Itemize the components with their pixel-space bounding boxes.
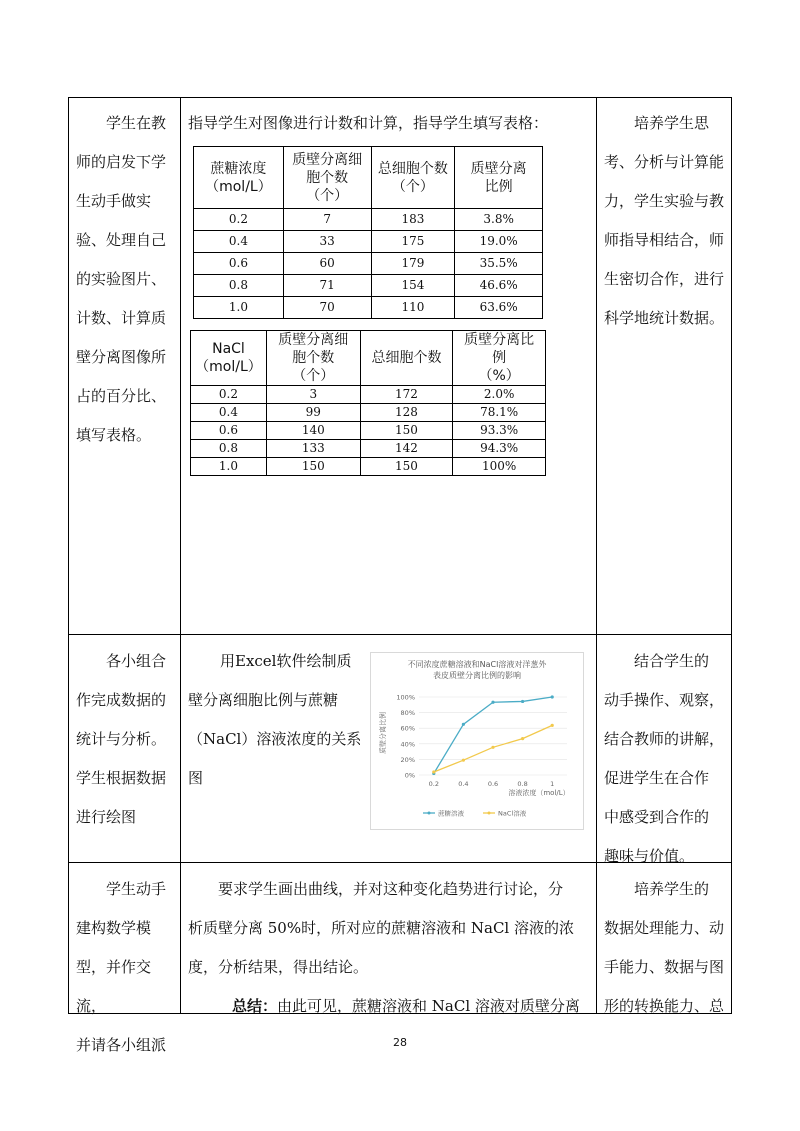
table-cell: 19.0% (455, 231, 543, 253)
table-cell: 94.3% (453, 440, 546, 458)
nacl-data-table (190, 330, 546, 476)
chart-data-point (521, 737, 524, 740)
table-row (191, 422, 546, 440)
table-cell: 140 (266, 422, 360, 440)
table-header-cell: 总细胞个数 (360, 331, 453, 386)
row3-student-activity: 学生动手 建构数学模 型，并作交流， 并请各小组派 (76, 880, 167, 1054)
chart-data-point (462, 723, 465, 726)
table-row (191, 458, 546, 476)
row2-student-activity: 各小组合 作完成数据的 统计与分析。 学生根据数据 进行绘图 (76, 652, 167, 826)
row1-student-activity: 学生在教 师的启发下学 生动手做实 验、处理自己 的实验图片、 计数、计算质 壁分离图像所 占的百分比、 填写表格。 (76, 114, 167, 444)
table-header-cell: 质壁分离 比例 (455, 147, 543, 209)
table-cell: 7 (283, 209, 371, 231)
chart-x-tick-label: 0.8 (517, 780, 528, 788)
table-cell: 0.4 (194, 231, 284, 253)
table-cell: 154 (371, 275, 455, 297)
table-cell: 0.6 (191, 422, 267, 440)
chart-x-tick-label: 1 (550, 780, 555, 788)
row2-purpose: 结合学生的 动手操作、观察， 结合教师的讲解， 促进学生在合作 中感受到合作的 趣味与价值。 (604, 652, 725, 865)
table-border-left (68, 97, 69, 1014)
table-cell: 133 (266, 440, 360, 458)
table-cell: 63.6% (455, 297, 543, 319)
table-row (194, 275, 543, 297)
chart-y-tick-label: 0% (404, 771, 415, 780)
chart-x-tick-label: 0.6 (487, 780, 499, 788)
table-cell: 46.6% (455, 275, 543, 297)
table-cell: 150 (360, 458, 453, 476)
table-cell: 183 (371, 209, 455, 231)
column-divider-1 (180, 97, 181, 1014)
table-cell: 128 (360, 404, 453, 422)
table-header-cell: 总细胞个数 （个） (371, 147, 455, 209)
table-cell: 110 (371, 297, 455, 319)
table-cell: 93.3% (453, 422, 546, 440)
chart-y-tick-label: 40% (400, 740, 415, 749)
row1-purpose: 培养学生思 考、分析与计算能 力，学生实验与教 师指导相结合，师 生密切合作，进行 科学地统计数据。 (604, 114, 725, 327)
chart-y-tick-label: 60% (400, 724, 415, 733)
chart-data-point (551, 724, 554, 727)
table-header-cell: 质壁分离细 胞个数 （个） (283, 147, 371, 209)
chart-x-tick-label: 0.2 (428, 780, 439, 788)
table-cell: 100% (453, 458, 546, 476)
concentration-line-chart (370, 652, 584, 830)
summary-line (188, 987, 593, 1026)
table-cell: 150 (360, 422, 453, 440)
row3-purpose: 培养学生的 数据处理能力、动 手能力、数据与图 形的转换能力、总 (604, 880, 725, 1015)
table-row (194, 253, 543, 275)
table-cell: 179 (371, 253, 455, 275)
table-header-row (194, 147, 543, 209)
table-header-cell: 蔗糖浓度 （mol/L） (194, 147, 284, 209)
chart-data-point (491, 746, 494, 749)
chart-data-point (462, 759, 465, 762)
table-cell: 3.8% (455, 209, 543, 231)
summary-label: 总结： (232, 997, 278, 1015)
table-cell: 0.2 (194, 209, 284, 231)
table-cell: 0.6 (194, 253, 284, 275)
chart-series-line (434, 697, 552, 773)
table-cell: 0.2 (191, 386, 267, 404)
table-row (194, 297, 543, 319)
chart-y-tick-label: 100% (396, 693, 415, 702)
table-header-cell: NaCl （mol/L） (191, 331, 267, 386)
chart-data-point (432, 770, 435, 773)
table-header-cell: 质壁分离比 例 （%） (453, 331, 546, 386)
chart-y-tick-label: 20% (400, 755, 415, 764)
table-cell: 60 (283, 253, 371, 275)
page-number: 28 (393, 1036, 407, 1049)
chart-y-label: 质壁分离比例 (379, 712, 387, 754)
table-cell: 1.0 (191, 458, 267, 476)
table-cell: 99 (266, 404, 360, 422)
table-cell: 175 (371, 231, 455, 253)
table-cell: 3 (266, 386, 360, 404)
sucrose-data-table (193, 146, 543, 319)
table-cell: 1.0 (194, 297, 284, 319)
table-cell: 172 (360, 386, 453, 404)
table-border-right (731, 97, 732, 1014)
table-cell: 0.8 (194, 275, 284, 297)
table-cell: 142 (360, 440, 453, 458)
row2-teacher-activity: 用Excel软件绘制质 壁分离细胞比例与蔗糖 （NaCl）溶液浓度的关系 图 (188, 652, 362, 787)
table-row (194, 209, 543, 231)
chart-x-tick-label: 0.4 (458, 780, 469, 788)
summary-text: 由此可见，蔗糖溶液和 NaCl 溶液对质壁分离 (277, 997, 580, 1015)
column-divider-2 (596, 97, 597, 1014)
table-border-top (68, 97, 732, 98)
table-header-row (191, 331, 546, 386)
chart-data-point (551, 695, 554, 698)
chart-legend-marker (428, 812, 431, 815)
row-divider-1 (68, 634, 732, 635)
table-row (191, 440, 546, 458)
chart-y-tick-label: 80% (400, 709, 415, 718)
table-cell: 150 (266, 458, 360, 476)
table-cell: 71 (283, 275, 371, 297)
chart-svg (371, 653, 583, 829)
table-cell: 78.1% (453, 404, 546, 422)
row1-teacher-intro: 指导学生对图像进行计数和计算，指导学生填写表格： (188, 114, 549, 132)
chart-title-line1: 不同浓度蔗糖溶液和NaCl溶液对洋葱外 (407, 660, 547, 669)
chart-data-point (521, 700, 524, 703)
table-cell: 0.4 (191, 404, 267, 422)
chart-x-label: 溶液浓度（mol/L） (508, 789, 570, 797)
table-row (191, 386, 546, 404)
chart-legend-label: NaCl溶液 (498, 809, 527, 818)
chart-title-line2: 表皮质壁分离比例的影响 (433, 671, 521, 680)
table-row (191, 404, 546, 422)
table-cell: 33 (283, 231, 371, 253)
chart-legend-marker (488, 812, 491, 815)
chart-data-point (491, 701, 494, 704)
table-cell: 2.0% (453, 386, 546, 404)
row3-teacher-activity: 要求学生画出曲线，并对这种变化趋势进行讨论，分 析质壁分离 50%时，所对应的蔗糖溶液和 NaCl 溶液的浓 度，分析结果，得出结论。 总结：由此可见，蔗糖溶液和 NaCl 溶液对质壁分离 (188, 870, 593, 1026)
table-header-cell: 质壁分离细 胞个数 （个） (266, 331, 360, 386)
table-cell: 70 (283, 297, 371, 319)
table-cell: 0.8 (191, 440, 267, 458)
table-cell: 35.5% (455, 253, 543, 275)
table-row (194, 231, 543, 253)
chart-legend-label: 蔗糖溶液 (438, 809, 464, 818)
